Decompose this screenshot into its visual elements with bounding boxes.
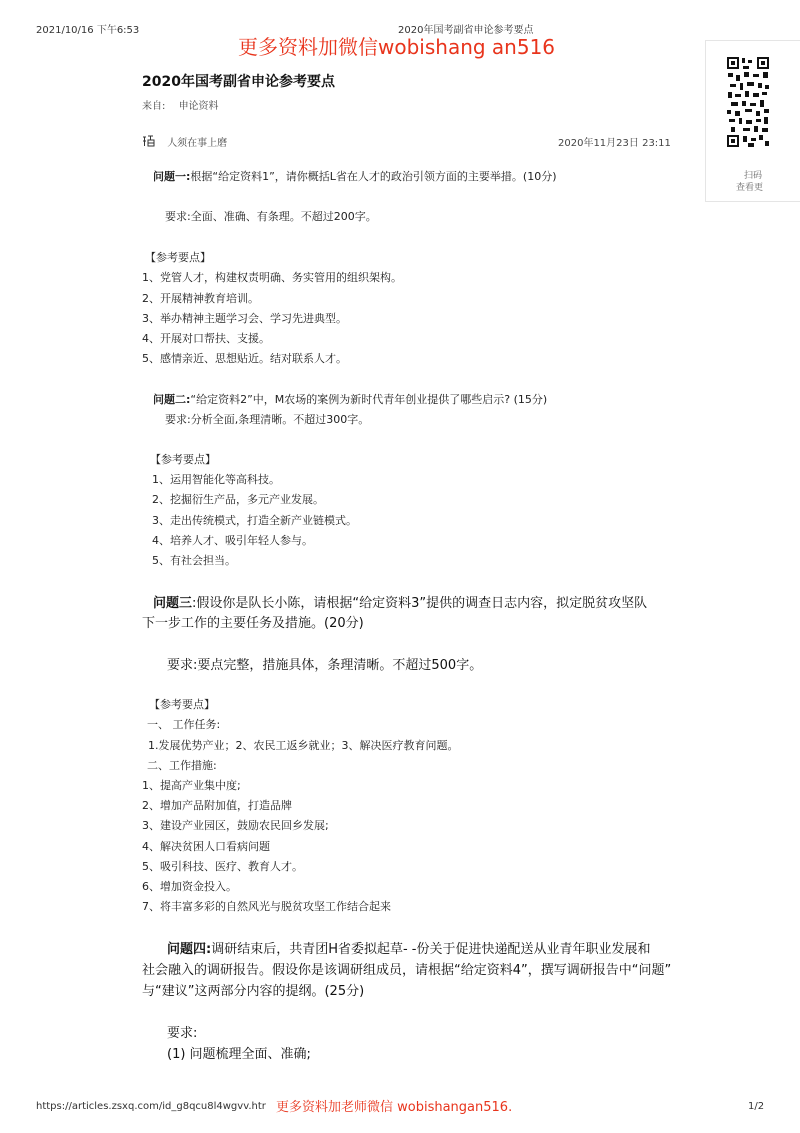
author-avatar-icon — [142, 135, 156, 147]
watermark-bottom: 更多资料加老师微信 wobishangan516. — [276, 1100, 513, 1115]
q4-requirement-heading: 要求: — [167, 1026, 198, 1041]
q3-item: 3、建设产业园区，鼓励农民回乡发展; — [142, 819, 329, 832]
qr-caption-2: 查看更 — [736, 183, 764, 193]
print-page-number: 1/2 — [748, 1101, 765, 1112]
author-row — [142, 134, 227, 149]
print-datetime: 2021/10/16 下午6:53 — [36, 25, 140, 36]
q1-item: 1、党管人才，构建权责明确、务实管用的组织架构。 — [142, 271, 402, 284]
q2-question — [153, 391, 547, 407]
q3-requirement: 要求:要点完整，措施具体，条理清晰。不超过500字。 — [167, 658, 483, 673]
qr-caption-1: 扫码 — [744, 171, 763, 181]
qr-panel — [705, 40, 800, 202]
q4-question-line3: 与“建议”这两部分内容的提纲。(25分) — [142, 984, 365, 999]
source-value[interactable]: 申论资料 — [178, 101, 219, 112]
q3-question-line2: 下一步工作的主要任务及措施。(20分) — [142, 616, 364, 631]
q2-ref-heading: 【参考要点】 — [150, 453, 216, 466]
print-page-title: 2020年国考副省申论参考要点 — [398, 25, 534, 36]
q3-item: 5、吸引科技、医疗、教育人才。 — [142, 860, 303, 873]
q2-item: 2、挖掘衍生产品，多元产业发展。 — [152, 493, 324, 506]
q2-text: “给定资料2”中，M农场的案例为新时代青年创业提供了哪些启示? (15分) — [190, 393, 548, 406]
q4-text-1: 调研结束后，共青团H省委拟起草- -份关于促进快递配送从业青年职业发展和 — [211, 942, 651, 957]
author-name[interactable]: 人须在事上磨 — [167, 138, 228, 149]
q2-item: 1、运用智能化等高科技。 — [152, 473, 280, 486]
q1-item: 4、开展对口帮扶、支援。 — [142, 332, 270, 345]
q2-item: 5、有社会担当。 — [152, 554, 236, 567]
q4-requirement-1: (1) 问题梳理全面、准确; — [167, 1047, 311, 1062]
q3-item: 1、提高产业集中度; — [142, 779, 241, 792]
article-source — [142, 97, 219, 112]
q3-text-1: :假设你是队长小陈，请根据“给定资料3”提供的调查日志内容，拟定脱贫攻坚队 — [192, 596, 648, 611]
q1-question — [153, 168, 557, 184]
q3-item: 4、解决贫困人口看病问题 — [142, 840, 270, 853]
q3-task-line: 1.发展优势产业；2、农民工返乡就业；3、解决医疗教育问题。 — [148, 739, 459, 752]
q4-question-line2: 社会融入的调研报告。假设你是该调研组成员，请根据“给定资料4”，撰写调研报告中“问题” — [142, 963, 672, 978]
watermark-top: 更多资料加微信wobishang an516 — [238, 35, 556, 59]
q3-question-line1 — [153, 592, 647, 611]
q3-item: 7、将丰富多彩的自然风光与脱贫攻坚工作结合起来 — [142, 900, 391, 913]
q2-label: 问题二: — [153, 393, 191, 406]
q2-requirement: 要求:分析全面,条理清晰。不超过300字。 — [165, 413, 370, 426]
article-title: 2020年国考副省申论参考要点 — [142, 74, 335, 90]
q3-item: 6、增加资金投入。 — [142, 880, 237, 893]
q3-item: 2、增加产品附加值，打造品牌 — [142, 799, 292, 812]
q3-label: 问题三 — [153, 596, 193, 611]
qr-code-icon — [726, 56, 770, 148]
article-date: 2020年11月23日 23:11 — [558, 138, 671, 149]
q3-task-heading: 一、 工作任务: — [147, 718, 221, 731]
q4-label: 问题四: — [167, 942, 212, 957]
q1-label: 问题一: — [153, 170, 191, 183]
q1-ref-heading: 【参考要点】 — [145, 251, 211, 264]
q2-item: 3、走出传统模式，打造全新产业链模式。 — [152, 514, 357, 527]
q3-ref-heading: 【参考要点】 — [149, 698, 215, 711]
q1-item: 2、开展精神教育培训。 — [142, 292, 259, 305]
q4-question-line1 — [167, 938, 651, 957]
q1-requirement: 要求:全面、准确、有条理。不超过200字。 — [165, 210, 377, 223]
print-url: https://articles.zsxq.com/id_g8qcu8l4wgvv.htr — [36, 1101, 266, 1112]
source-label: 来自: — [142, 101, 166, 112]
q1-item: 3、举办精神主题学习会、学习先进典型。 — [142, 312, 347, 325]
q2-item: 4、培养人才、吸引年轻人参与。 — [152, 534, 313, 547]
q1-item: 5、感情亲近、思想贴近。结对联系人才。 — [142, 352, 347, 365]
q1-text: 根据“给定资料1”，请你概括L省在人才的政治引领方面的主要举措。(10分) — [190, 170, 557, 183]
q3-measure-heading: 二、工作措施: — [147, 759, 217, 772]
